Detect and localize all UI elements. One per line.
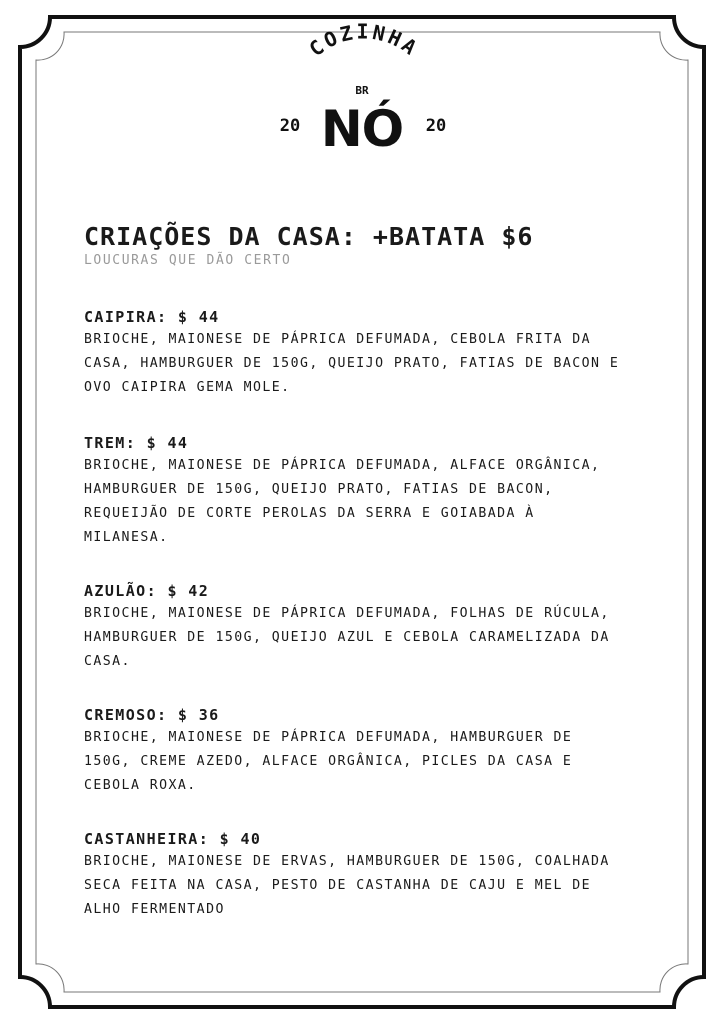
menu-item-description-line: 150G, CREME AZEDO, ALFACE ORGÂNICA, PICLES DA CASA E (84, 754, 573, 769)
menu-item-title: CAIPIRA: $ 44 (84, 308, 220, 326)
menu-item (84, 432, 654, 550)
logo-name: NÓ (320, 100, 404, 158)
menu-item-description-line: BRIOCHE, MAIONESE DE PÁPRICA DEFUMADA, CEBOLA FRITA DA (84, 332, 592, 347)
menu-item-description-line: BRIOCHE, MAIONESE DE PÁPRICA DEFUMADA, HAMBURGUER DE (84, 730, 573, 745)
section-title: CRIAÇÕES DA CASA: +BATATA $6 (84, 222, 534, 251)
logo-year-left: 20 (279, 116, 301, 136)
menu-item-description-line: BRIOCHE, MAIONESE DE PÁPRICA DEFUMADA, FOLHAS DE RÚCULA, (84, 606, 610, 621)
menu-items (84, 306, 654, 922)
menu-item-description-line: CASA. (84, 654, 131, 669)
menu-content (84, 222, 654, 922)
logo-br: BR (355, 84, 369, 97)
menu-item-description-line: OVO CAIPIRA GEMA MOLE. (84, 380, 291, 395)
brand-logo (0, 0, 724, 170)
menu-item-description-line: SECA FEITA NA CASA, PESTO DE CASTANHA DE CAJU E MEL DE (84, 878, 592, 893)
menu-item-title: TREM: $ 44 (84, 434, 189, 452)
menu-item-description-line: ALHO FERMENTADO (84, 902, 225, 917)
menu-item-title: AZULÃO: $ 42 (84, 582, 210, 600)
menu-item (84, 704, 654, 798)
menu-item-description-line: BRIOCHE, MAIONESE DE PÁPRICA DEFUMADA, ALFACE ORGÂNICA, (84, 458, 601, 473)
section-subtitle: LOUCURAS QUE DÃO CERTO (84, 253, 292, 268)
menu-item (84, 306, 654, 400)
menu-item-description-line: HAMBURGUER DE 150G, QUEIJO AZUL E CEBOLA CARAMELIZADA DA (84, 630, 610, 645)
logo-cozinha-word: COZINHA (304, 19, 424, 62)
menu-item-title: CREMOSO: $ 36 (84, 706, 220, 724)
menu-item-description-line: CASA, HAMBURGUER DE 150G, QUEIJO PRATO, FATIAS DE BACON E (84, 356, 620, 371)
menu-item-title: CASTANHEIRA: $ 40 (84, 830, 262, 848)
logo-year-right: 20 (425, 116, 447, 136)
menu-item-description-line: HAMBURGUER DE 150G, QUEIJO PRATO, FATIAS DE BACON, (84, 482, 554, 497)
menu-item-description-line: REQUEIJÃO DE CORTE PEROLAS DA SERRA E GOIABADA À (84, 506, 535, 521)
menu-item-description-line: MILANESA. (84, 530, 169, 545)
menu-item-description-line: BRIOCHE, MAIONESE DE ERVAS, HAMBURGUER DE 150G, COALHADA (84, 854, 610, 869)
menu-item (84, 828, 654, 922)
menu-item-description-line: CEBOLA ROXA. (84, 778, 197, 793)
menu-item (84, 580, 654, 674)
